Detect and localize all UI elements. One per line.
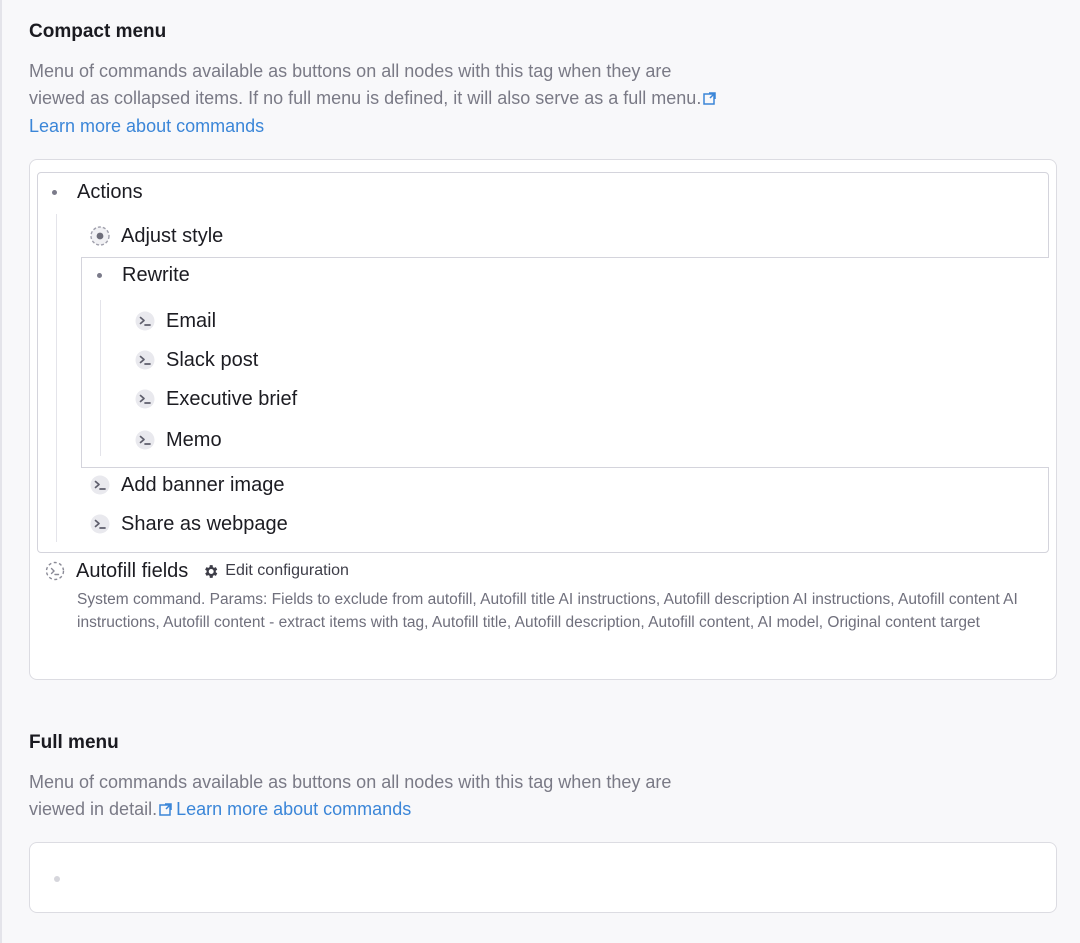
actions-children-guide (56, 214, 57, 542)
tree-node-label: Slack post (166, 348, 259, 371)
autofill-system-description: System command. Params: Fields to exclude from autofill, Autofill title AI instructions, Autofill description AI instructions, Autofill content AI instructions, Autofill content - extract items with tag, Autofill title, Autofill description, Autofill content, AI model, Original content target (77, 591, 1018, 631)
command-prompt-icon (88, 512, 112, 536)
empty-node-bullet (54, 876, 60, 882)
tree-node-label: Autofill fields (76, 559, 189, 582)
tree-node-actions[interactable] (52, 175, 143, 209)
learn-more-commands-link[interactable]: Learn more about commands (29, 116, 265, 136)
full-menu-description-text: Menu of commands available as buttons on all nodes with this tag when they are viewed in detail. (29, 772, 672, 819)
tree-node-label: Memo (166, 428, 222, 451)
compact-menu-description (29, 58, 729, 140)
tree-node-label: Share as webpage (121, 512, 288, 535)
tree-node-label: Executive brief (166, 387, 298, 410)
full-menu-editor[interactable] (29, 842, 1057, 913)
node-bullet (97, 273, 102, 278)
learn-more-commands-link[interactable]: Learn more about commands (176, 799, 412, 819)
autofill-dashed-icon (43, 559, 67, 583)
command-prompt-icon (88, 473, 112, 497)
gear-icon (202, 563, 219, 580)
node-bullet (52, 190, 57, 195)
command-prompt-icon (133, 348, 157, 372)
command-prompt-icon (133, 387, 157, 411)
full-menu-title: Full menu (29, 732, 119, 753)
command-prompt-icon (133, 309, 157, 333)
radio-target-icon (88, 224, 112, 248)
left-divider (0, 0, 2, 943)
rewrite-children-guide (100, 300, 101, 456)
external-link-icon (159, 797, 172, 824)
tree-node-slack-post[interactable] (133, 343, 258, 377)
external-link-icon (703, 86, 716, 113)
command-prompt-icon (133, 428, 157, 452)
tree-node-memo[interactable] (133, 423, 222, 457)
tree-node-share-as-webpage[interactable] (88, 507, 288, 541)
compact-menu-title: Compact menu (29, 21, 167, 42)
tree-node-label: Actions (77, 180, 143, 203)
tree-node-label: Add banner image (121, 473, 285, 496)
compact-menu-description-text: Menu of commands available as buttons on all nodes with this tag when they are viewed as collapsed items. If no full menu is defined, it will also serve as a full menu. (29, 61, 702, 108)
tree-node-label: Adjust style (121, 224, 224, 247)
tree-node-executive-brief[interactable] (133, 382, 297, 416)
tree-node-label: Email (166, 309, 217, 332)
tree-node-rewrite[interactable] (97, 258, 190, 292)
tree-node-label: Rewrite (122, 263, 190, 286)
full-menu-description (29, 769, 729, 824)
tree-node-adjust-style[interactable] (88, 219, 223, 253)
edit-configuration-label: Edit configuration (225, 562, 349, 579)
edit-configuration-button[interactable] (202, 562, 349, 580)
tree-node-autofill-fields[interactable] (43, 554, 349, 588)
tree-node-email[interactable] (133, 304, 216, 338)
tree-node-add-banner-image[interactable] (88, 468, 284, 502)
